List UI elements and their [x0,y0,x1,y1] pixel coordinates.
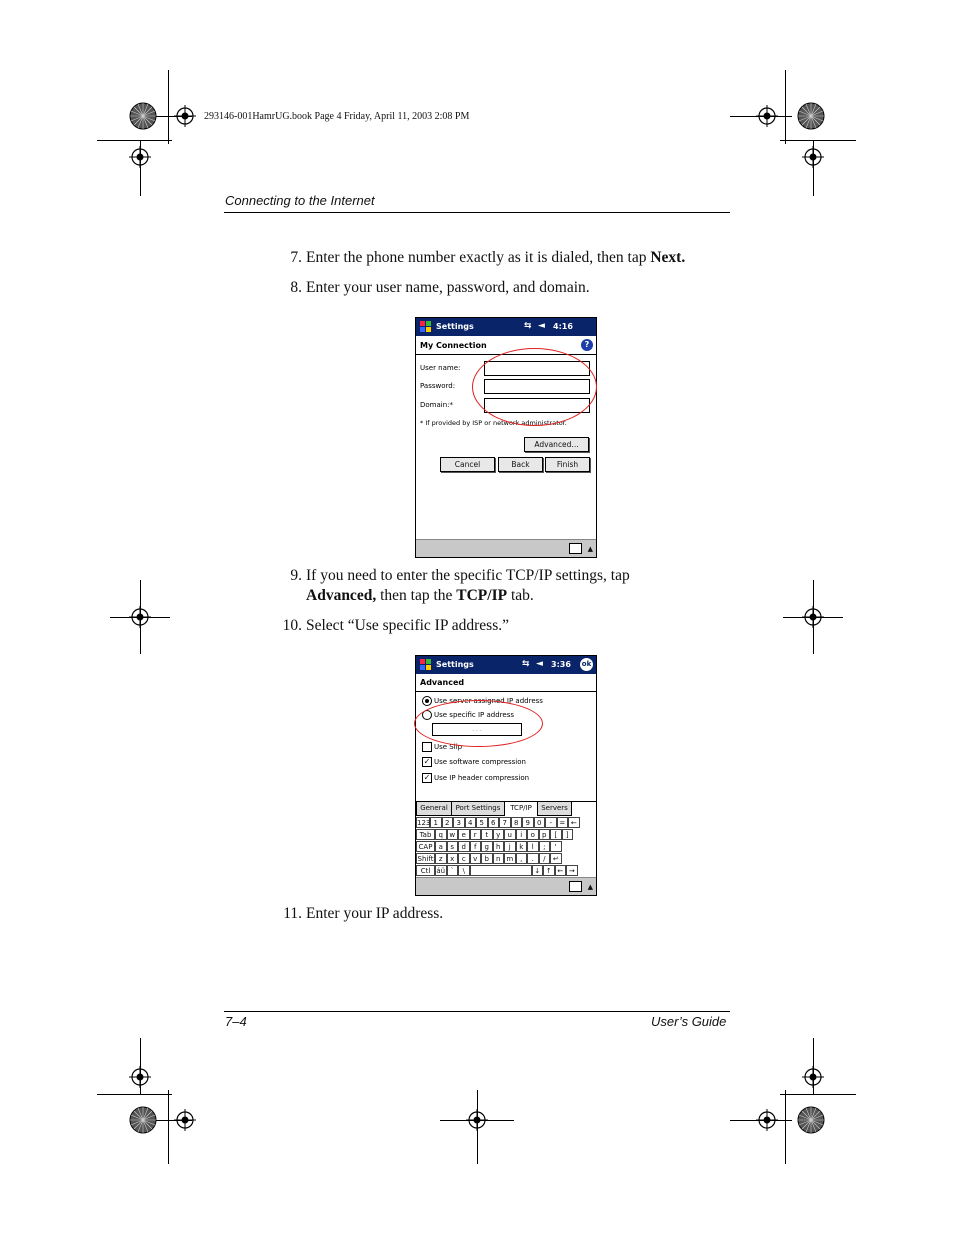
keyboard-key[interactable]: 5 [476,817,488,828]
title-bar [416,318,596,336]
domain-label: Domain:* [420,401,454,409]
keyboard-key[interactable]: ↓ [532,865,544,876]
keyboard-key[interactable]: u [504,829,516,840]
command-bar [416,539,596,557]
keyboard-key[interactable]: f [470,841,482,852]
page-number: 7–4 [225,1014,247,1029]
help-icon[interactable]: ? [581,339,593,351]
registration-target-icon [174,1109,196,1131]
keyboard-key[interactable]: i [516,829,528,840]
running-header: Connecting to the Internet [225,193,375,208]
keyboard-key[interactable]: r [470,829,482,840]
password-label: Password: [420,382,456,390]
checkbox-software-compression[interactable]: ✓ [423,757,431,766]
checkbox-use-slip[interactable] [422,742,432,752]
star-target-icon [130,1107,156,1133]
registration-target-icon [129,146,151,168]
registration-target-icon [756,105,778,127]
ok-button[interactable]: ok [580,658,593,671]
keyboard-key[interactable]: Shift [417,855,434,863]
registration-target-icon [129,1066,151,1088]
keyboard-key[interactable]: 8 [511,817,523,828]
keyboard-key[interactable]: 3 [453,817,465,828]
keyboard-key[interactable]: l [527,841,539,852]
keyboard-key[interactable]: v [470,853,482,864]
keyboard-key[interactable]: w [447,829,459,840]
keyboard-key[interactable]: 1 [430,817,442,828]
keyboard-key[interactable]: ← [568,817,580,828]
windows-start-icon [419,320,432,333]
tab-strip [416,801,596,816]
finish-button[interactable]: Finish [545,457,590,472]
keyboard-key[interactable]: / [539,853,551,864]
radio-server-assigned[interactable] [422,696,432,706]
keyboard-key[interactable]: k [516,841,528,852]
title-text: Settings [436,322,474,331]
clock: 3:36 [551,660,571,669]
keyboard-key[interactable]: ` [447,865,459,876]
soft-keyboard [416,817,596,879]
keyboard-key[interactable]: s [447,841,459,852]
sip-arrow-icon[interactable]: ▲ [587,545,593,553]
command-bar [416,877,596,895]
keyboard-key[interactable]: Tab [416,829,435,840]
clock: 4:16 [553,322,573,331]
keyboard-key[interactable]: x [447,853,459,864]
sip-arrow-icon[interactable]: ▲ [587,883,593,891]
star-target-icon [130,103,156,129]
keyboard-key[interactable]: Ctl [416,865,435,876]
volume-icon: ◄ [536,659,543,669]
keyboard-key[interactable]: c [458,853,470,864]
screen-subtitle: Advanced [420,678,465,687]
title-text: Settings [436,660,474,669]
tab-port-settings[interactable]: Port Settings [451,802,505,816]
keyboard-key[interactable]: g [481,841,493,852]
cancel-button[interactable]: Cancel [440,457,495,472]
registration-target-icon [129,606,151,628]
ip-address-field[interactable]: . . . [432,723,522,736]
keyboard-key[interactable]: 6 [488,817,500,828]
keyboard-key[interactable]: q [435,829,447,840]
screenshot-advanced [415,655,597,896]
keyboard-key[interactable]: j [504,841,516,852]
checkbox-software-compression-label: Use software compression [434,758,526,766]
keyboard-key[interactable]: → [566,865,578,876]
star-target-icon [798,103,824,129]
keyboard-key[interactable]: ; [539,841,551,852]
radio-server-assigned-label: Use server-assigned IP address [434,697,543,705]
footer-rule [224,1011,730,1012]
footer-guide-title: User’s Guide [651,1014,727,1029]
keyboard-key[interactable]: ↑ [543,865,555,876]
keyboard-key[interactable]: z [435,853,447,864]
keyboard-key[interactable]: a [435,841,447,852]
registration-target-icon [756,1109,778,1131]
tab-servers[interactable]: Servers [537,802,572,816]
keyboard-key[interactable]: h [493,841,505,852]
keyboard-key[interactable]: t [481,829,493,840]
title-bar [416,656,596,674]
keyboard-key[interactable]: d [458,841,470,852]
registration-target-icon [466,1109,488,1131]
keyboard-key[interactable]: CAP [416,841,435,852]
keyboard-key[interactable]: = [557,817,569,828]
registration-target-icon [802,606,824,628]
subtitle-rule [416,691,596,692]
tab-tcpip[interactable]: TCP/IP [504,802,538,815]
domain-note: * If provided by ISP or network administrator. [420,419,567,427]
keyboard-key[interactable]: - [545,817,557,828]
connectivity-icon: ⇆ [524,321,532,331]
back-button[interactable]: Back [498,457,543,472]
print-slug: 293146-001HamrUG.book Page 4 Friday, April 11, 2003 2:08 PM [204,111,470,122]
keyboard-key[interactable]: ' [550,841,562,852]
keyboard-key[interactable]: m [504,853,516,864]
header-rule [224,212,730,213]
radio-specific-ip-label: Use specific IP address [434,711,514,719]
checkbox-use-slip-label: Use Slip [434,743,463,751]
star-target-icon [798,1107,824,1133]
keyboard-key[interactable]: 123 [417,819,431,827]
keyboard-key[interactable]: \ [458,865,470,876]
registration-target-icon [802,1066,824,1088]
keyboard-key[interactable]: 0 [534,817,546,828]
registration-target-icon [802,146,824,168]
keyboard-key[interactable]: ↵ [550,853,562,864]
advanced-button[interactable]: Advanced... [524,437,589,452]
screen-subtitle: My Connection [420,341,487,350]
connectivity-icon: ⇆ [522,659,530,669]
keyboard-key[interactable]: p [539,829,551,840]
keyboard-icon[interactable] [569,881,582,892]
keyboard-key[interactable]: 7 [499,817,511,828]
keyboard-key[interactable]: , [516,853,528,864]
keyboard-key[interactable]: ] [562,829,574,840]
keyboard-key[interactable]: n [493,853,505,864]
keyboard-key[interactable]: y [493,829,505,840]
keyboard-key[interactable]: e [458,829,470,840]
keyboard-key[interactable]: áü [436,867,446,875]
keyboard-key[interactable]: [ [550,829,562,840]
tab-general[interactable]: General [416,802,452,816]
keyboard-key[interactable]: 9 [522,817,534,828]
highlight-ellipse [472,348,597,426]
checkbox-ip-header-compression-label: Use IP header compression [434,774,530,782]
highlight-ellipse [414,700,543,747]
keyboard-icon[interactable] [569,543,582,554]
volume-icon: ◄ [538,321,545,331]
user-name-label: User name: [420,364,461,372]
registration-target-icon [174,105,196,127]
checkbox-ip-header-compression[interactable]: ✓ [423,773,431,782]
keyboard-key[interactable]: o [527,829,539,840]
keyboard-key[interactable]: b [481,853,493,864]
keyboard-key[interactable]: 2 [442,817,454,828]
keyboard-key[interactable]: . [527,853,539,864]
windows-start-icon [419,658,432,671]
keyboard-key[interactable]: ← [555,865,567,876]
keyboard-space-key[interactable] [470,865,532,876]
keyboard-key[interactable]: 4 [465,817,477,828]
